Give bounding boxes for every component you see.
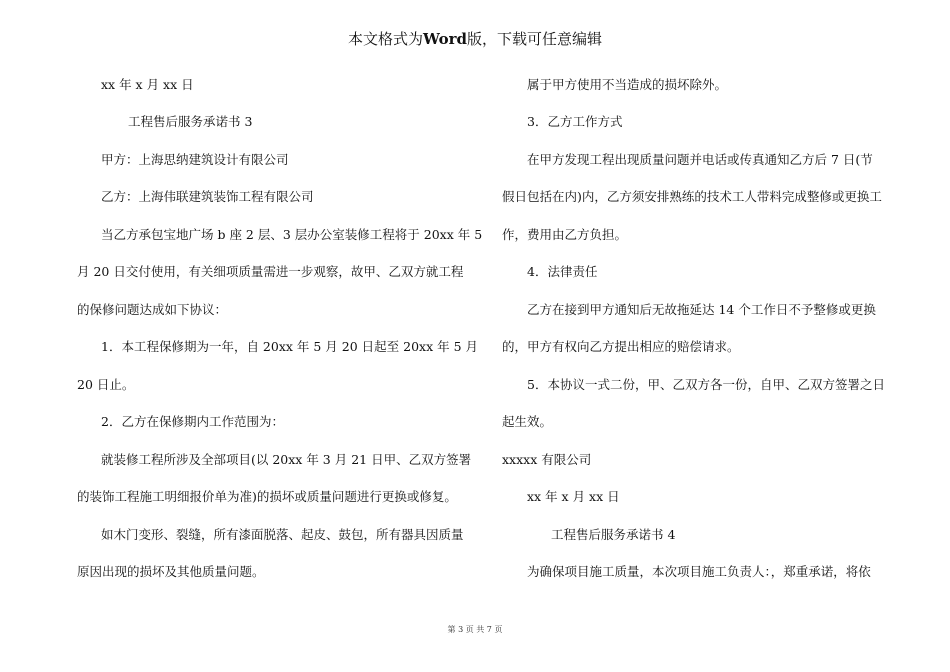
section-heading: 4．法律责任 [527, 264, 598, 279]
paragraph-line: 为确保项目施工质量，本次项目施工负责人：，郑重承诺，将依 [527, 564, 871, 579]
section-title-4: 工程售后服务承诺书 4 [551, 527, 676, 542]
paragraph-line: 20 日止。 [77, 377, 135, 392]
header-prefix: 本文格式为 [347, 30, 423, 48]
paragraph-line: 月 20 日交付使用，有关细项质量需进一步观察，故甲、乙双方就工程 [77, 264, 464, 279]
paragraph-line: 2．乙方在保修期内工作范围为： [101, 414, 284, 429]
page-number: 第 3 页 共 7 页 [447, 625, 503, 634]
date-line: xx 年 x 月 xx 日 [527, 489, 620, 504]
paragraph-line: 的保修问题达成如下协议： [77, 302, 228, 317]
paragraph-line: 的，甲方有权向乙方提出相应的赔偿请求。 [502, 339, 740, 354]
paragraph-line: 的装饰工程施工明细报价单为准)的损坏或质量问题进行更换或修复。 [77, 489, 457, 504]
paragraph-line: 1．本工程保修期为一年，自 20xx 年 5 月 20 日起至 20xx 年 5 月 [101, 339, 479, 354]
paragraph-line: 乙方在接到甲方通知后无故拖延达 14 个工作日不予整修或更换 [527, 302, 876, 317]
paragraph-line: 作，费用由乙方负担。 [502, 227, 628, 242]
paragraph-line: 属于甲方使用不当造成的损坏除外。 [527, 77, 728, 92]
paragraph-line: 在甲方发现工程出现质量问题并电话或传真通知乙方后 7 日(节 [527, 152, 873, 167]
paragraph-line: 就装修工程所涉及全部项目(以 20xx 年 3 月 21 日甲、乙双方签署 [101, 452, 472, 467]
paragraph-line: 起生效。 [502, 414, 553, 429]
paragraph-line: 假日包括在内)内，乙方须安排熟练的技术工人带料完成整修或更换工 [502, 189, 882, 204]
company-signature: xxxxx 有限公司 [502, 452, 592, 467]
party-a: 甲方：上海思纳建筑设计有限公司 [101, 152, 289, 167]
section-title-3: 工程售后服务承诺书 3 [128, 114, 253, 129]
document-header [0, 28, 950, 49]
party-b: 乙方：上海伟联建筑装饰工程有限公司 [101, 189, 314, 204]
paragraph-line: 原因出现的损坏及其他质量问题。 [77, 564, 265, 579]
date-line: xx 年 x 月 xx 日 [101, 77, 194, 92]
paragraph-line: 当乙方承包宝地广场 b 座 2 层、3 层办公室装修工程将于 20xx 年 5 [101, 227, 483, 242]
header-suffix: 版，下载可任意编辑 [467, 30, 603, 48]
section-heading: 3．乙方工作方式 [527, 114, 623, 129]
header-word: Word [422, 30, 468, 48]
paragraph-line: 如木门变形、裂缝，所有漆面脱落、起皮、鼓包，所有器具因质量 [101, 527, 464, 542]
paragraph-line: 5．本协议一式二份，甲、乙双方各一份，自甲、乙双方签署之日 [527, 377, 885, 392]
